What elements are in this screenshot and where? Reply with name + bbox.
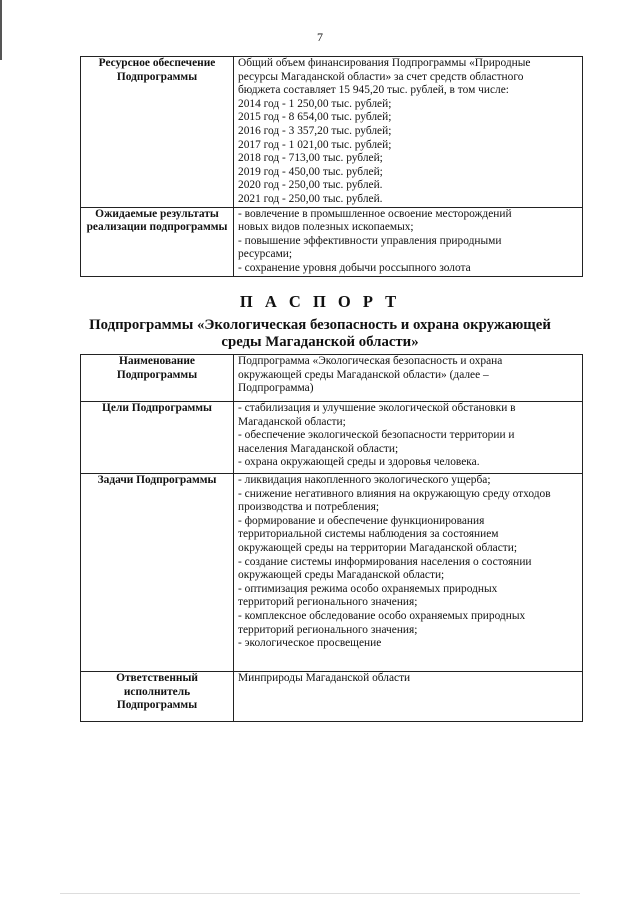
text-line: - снижение негативного влияния на окружающую среду отходов xyxy=(238,487,551,500)
row-label: Цели Подпрограммы xyxy=(81,402,234,474)
row-content xyxy=(234,355,583,402)
text-line: 2020 год - 250,00 тыс. рублей. xyxy=(238,179,383,192)
row-content xyxy=(234,672,583,722)
page-number: 7 xyxy=(317,30,323,44)
text-line: 2016 год - 3 357,20 тыс. рублей; xyxy=(238,124,392,137)
text-line: - вовлечение в промышленное освоение месторождений xyxy=(238,207,512,220)
row-content xyxy=(234,57,583,208)
text-line: - стабилизация и улучшение экологической обстановки в xyxy=(238,402,516,414)
text-line: 2015 год - 8 654,00 тыс. рублей; xyxy=(238,111,392,124)
text-line: - экологическое просвещение xyxy=(238,637,382,650)
text-line: Магаданской области; xyxy=(238,415,346,428)
text-line: - оптимизация режима особо охраняемых природных xyxy=(238,582,498,595)
text-line: - обеспечение экологической безопасности территории и xyxy=(238,429,515,442)
text-line: 2014 год - 1 250,00 тыс. рублей; xyxy=(238,97,392,110)
text-line: окружающей среды Магаданской области; xyxy=(238,569,445,582)
table-row xyxy=(81,672,583,722)
text-line: бюджета составляет 15 945,20 тыс. рублей, в том числе: xyxy=(238,84,509,97)
text-line: территориальной системы наблюдения за состоянием xyxy=(238,528,499,541)
text-line: - комплексное обследование особо охраняемых природных xyxy=(238,609,526,622)
row-content xyxy=(234,402,583,474)
text-line: - охрана окружающей среды и здоровья человека. xyxy=(238,456,480,469)
row-content xyxy=(234,207,583,276)
scan-edge-mark xyxy=(60,893,580,894)
passport-subtitle-line-1: Подпрограммы «Экологическая безопасность и охрана окружающей xyxy=(89,317,551,333)
row-content xyxy=(234,474,583,672)
passport-subtitle-line-2: среды Магаданской области» xyxy=(221,334,419,350)
text-line: - сохранение уровня добычи россыпного золота xyxy=(238,261,471,274)
text-line: новых видов полезных ископаемых; xyxy=(238,221,414,234)
row-label: Ответственный исполнитель Подпрограммы xyxy=(81,672,234,722)
table-row xyxy=(81,474,583,672)
text-line: производства и потребления; xyxy=(238,501,380,514)
row-label: Ожидаемые результаты реализации подпрограммы xyxy=(81,207,234,276)
passport-title: П А С П О Р Т xyxy=(239,292,401,311)
text-line: 2017 год - 1 021,00 тыс. рублей; xyxy=(238,138,392,151)
resource-table xyxy=(80,56,583,277)
row-label: Задачи Подпрограммы xyxy=(81,474,234,672)
passport-heading xyxy=(0,292,640,351)
text-line: 2018 год - 713,00 тыс. рублей; xyxy=(238,152,383,165)
text-line: Подпрограмма «Экологическая безопасность и охрана xyxy=(238,355,503,367)
text-line: 2019 год - 450,00 тыс. рублей; xyxy=(238,165,383,178)
text-line: Минприроды Магаданской области xyxy=(238,672,411,684)
text-line: окружающей среды Магаданской области» (далее – xyxy=(238,368,489,381)
text-line: - ликвидация накопленного экологического ущерба; xyxy=(238,474,491,486)
table-row xyxy=(81,57,583,208)
table-row xyxy=(81,402,583,474)
text-line: 2021 год - 250,00 тыс. рублей. xyxy=(238,192,383,205)
text-line: - формирование и обеспечение функционирования xyxy=(238,514,485,527)
table-row xyxy=(81,207,583,276)
text-line: населения Магаданской области; xyxy=(238,442,399,455)
text-line: - повышение эффективности управления природными xyxy=(238,234,502,247)
row-label: Наименование Подпрограммы xyxy=(81,355,234,402)
text-line: территорий регионального значения; xyxy=(238,623,418,636)
text-line: окружающей среды на территории Магаданской области; xyxy=(238,541,518,554)
passport-table xyxy=(80,354,583,722)
text-line: Общий объем финансирования Подпрограммы «Природные xyxy=(238,57,531,69)
text-line: ресурсы Магаданской области» за счет средств областного xyxy=(238,70,524,83)
text-line: Подпрограмма) xyxy=(238,382,314,395)
text-line: ресурсами; xyxy=(238,248,293,261)
table-row xyxy=(81,355,583,402)
text-line: - создание системы информирования населения о состоянии xyxy=(238,555,532,568)
text-line: территорий регионального значения; xyxy=(238,596,418,609)
row-label: Ресурсное обеспечение Подпрограммы xyxy=(81,57,234,208)
